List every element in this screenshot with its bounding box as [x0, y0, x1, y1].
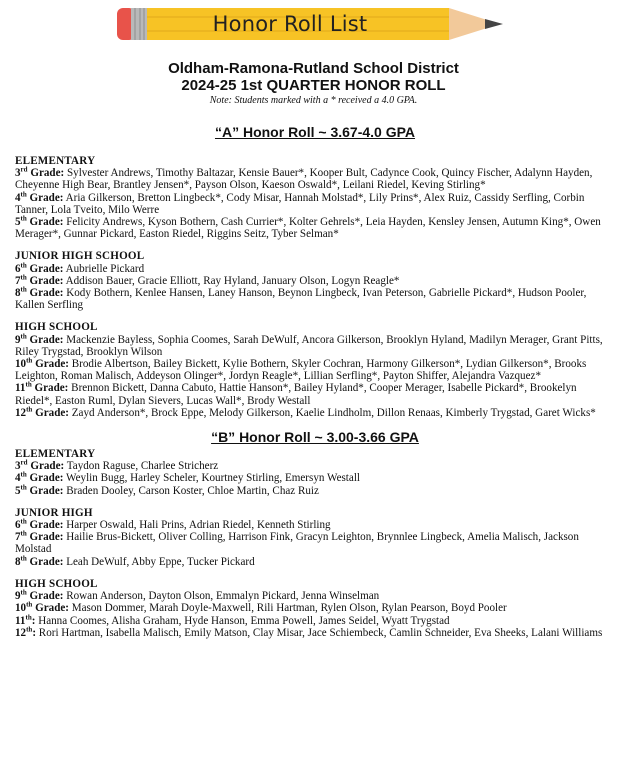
b-junior-heading: JUNIOR HIGH — [15, 506, 93, 519]
a-grade-12: 12th Grade: Zayd Anderson*, Brock Eppe, Melody Gilkerson, Kaelie Lindholm, Dillon Renaas, Kimberly Trygstad, Garet Wicks* — [15, 405, 596, 419]
b-grade-9: 9th Grade: Rowan Anderson, Dayton Olson, Emmalyn Pickard, Jenna Winselman — [15, 588, 380, 603]
a-grade-7: 7th Grade: Addison Bauer, Gracie Elliott, Ray Hyland, January Olson, Logyn Reagle* — [15, 273, 400, 287]
a-grade-8: 8th Grade: Kody Bothern, Kenlee Hansen, Laney Hanson, Beynon Lingbeck, Ivan Peterson, Gabrielle Pickard*, Hudson Pooler, Kallen Serfling — [15, 285, 587, 312]
a-grade-3: 3rd Grade: Sylvester Andrews, Timothy Baltazar, Kensie Bauer*, Kooper Bult, Cadynce Cook, Quincy Fischer, Adalynn Hayden, Cheyenne High Bear, Brantley Jensen*, Payson Olson, Kaeson Oswald*, Leilani Riedel, Keving Stirling* — [15, 165, 593, 192]
b-roll-title: “B” Honor Roll ~ 3.00-3.66 GPA — [211, 429, 419, 446]
a-elementary-heading: ELEMENTARY — [15, 155, 96, 167]
a-junior-heading: JUNIOR HIGH SCHOOL — [15, 250, 145, 263]
b-grade-5: 5th Grade: Braden Dooley, Carson Koster, Chloe Martin, Chaz Ruiz — [15, 482, 319, 497]
document-header — [0, 60, 627, 107]
b-grade-8: 8th Grade: Leah DeWulf, Abby Eppe, Tucker Pickard — [15, 554, 255, 568]
b-grade-6: 6th Grade: Harper Oswald, Hali Prins, Adrian Riedel, Kenneth Stirling — [15, 517, 331, 532]
b-grade-10: 10th Grade: Mason Dommer, Marah Doyle-Maxwell, Rili Hartman, Rylen Olson, Rylan Pearson, Boyd Pooler — [15, 600, 507, 615]
a-grade-4: 4th Grade: Aria Gilkerson, Bretton Lingbeck*, Cody Misar, Hannah Molstad*, Lily Prins*, Alex Ruiz, Cassidy Serfling, Corbin Tanner, Lola Tveito, Milo Werre — [15, 189, 585, 216]
a-grade-11: 11th Grade: Brennon Bickett, Danna Cabuto, Hattie Hanson*, Bailey Hyland*, Cooper Merager, Isabelle Pickard*, Brookelyn Riedel*, Easton Ruml, Dylan Sievers, Lucas Wall*, Brody Westall — [15, 380, 577, 407]
a-roll-title: “A” Honor Roll ~ 3.67-4.0 GPA — [214, 124, 416, 140]
b-grade-7: 7th Grade: Hailie Brus-Bickett, Oliver Colling, Harrison Fink, Gracyn Leighton, Brynnlee Lingbeck, Amelia Malisch, Jackson Molstad — [15, 529, 579, 556]
b-grade-4: 4th Grade: Weylin Bugg, Harley Scheler, Kourtney Stirling, Emersyn Westall — [15, 470, 360, 485]
quarter-title: 2024-25 1st QUARTER HONOR ROLL — [181, 77, 446, 94]
gpa-note: Note: Students marked with a * received a 4.0 GPA. — [209, 95, 418, 106]
b-grade-3: 3rd Grade: Taydon Raguse, Charlee Stricherz — [15, 458, 219, 473]
b-grade-12: 12th: Rori Hartman, Isabella Malisch, Emily Matson, Clay Misar, Jace Schiembeck, Camlin Schneider, Eva Sheeks, Lalani Williams — [15, 625, 603, 639]
banner-title: Honor Roll List — [212, 12, 368, 36]
b-grade-11: 11th: Hanna Coomes, Alisha Graham, Hyde Hanson, Emma Powell, James Seidel, Wyatt Trygstad — [15, 612, 450, 627]
a-grade-9: 9th Grade: Mackenzie Bayless, Sophia Coomes, Sarah DeWulf, Ancora Gilkerson, Brooklyn Hyland, Madilyn Merager, Grant Pitts, Riley Trygstad, Brooklyn Wilson — [15, 331, 603, 358]
b-high-heading: HIGH SCHOOL — [15, 577, 98, 590]
district-name: Oldham-Ramona-Rutland School District — [168, 60, 459, 77]
a-grade-10: 10th Grade: Brodie Albertson, Bailey Bickett, Kylie Bothern, Skyler Cochran, Harmony Gilkerson*, Lydian Gilkerson*, Brooks Leighton, Roman Malisch, Addeyson Olinger*, Jordyn Reagle*, Lillian Serfling*, Payton Shiffer, Alejandra Vazquez* — [15, 356, 587, 383]
a-grade-6: 6th Grade: Aubrielle Pickard — [15, 260, 145, 275]
a-high-heading: HIGH SCHOOL — [15, 321, 98, 334]
b-elementary-heading: ELEMENTARY — [15, 448, 96, 461]
honor-roll-content — [15, 124, 615, 639]
a-grade-5: 5th Grade: Felicity Andrews, Kyson Bothern, Cash Currier*, Kolter Gehrels*, Leia Hayden, Kensley Jensen, Autumn King*, Owen Merager*, Gunnar Pickard, Easton Riedel, Riggins Seitz, Tyber Selman* — [15, 214, 601, 241]
